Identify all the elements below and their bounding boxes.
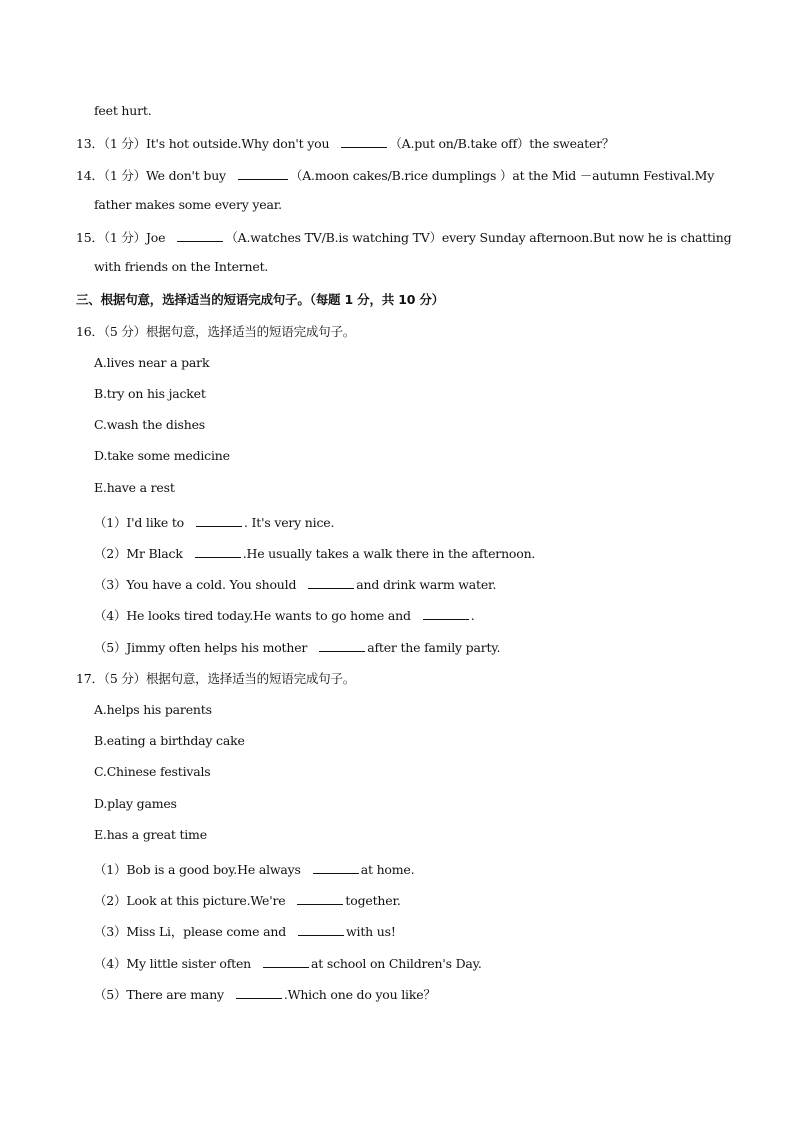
item-text: at home.	[360, 862, 415, 877]
answer-blank[interactable]	[423, 607, 469, 620]
question-17-item-4	[94, 954, 482, 972]
item-text: （5）Jimmy often helps his mother	[94, 640, 308, 655]
text-line: with friends on the Internet.	[94, 259, 269, 274]
question-text: 15．（1 分）Joe	[76, 230, 166, 245]
answer-blank[interactable]	[177, 229, 223, 242]
text-line: feet hurt.	[94, 103, 152, 118]
question-17-title: 17．（5 分）根据句意，选择适当的短语完成句子。	[76, 671, 356, 686]
item-text: （5）There are many	[94, 987, 224, 1002]
item-text: （1）I'd like to	[94, 515, 184, 530]
answer-blank[interactable]	[196, 514, 242, 527]
question-text: 13．（1 分）It's hot outside.Why don't you	[76, 136, 330, 151]
item-text: with us!	[346, 924, 396, 939]
option-b: B.eating a birthday cake	[94, 733, 245, 748]
question-14	[76, 166, 714, 184]
option-b: B.try on his jacket	[94, 386, 206, 401]
question-16-item-1	[94, 513, 334, 531]
question-15	[76, 228, 731, 246]
answer-blank[interactable]	[195, 545, 241, 558]
option-c: C.wash the dishes	[94, 417, 206, 432]
question-17-item-2	[94, 891, 401, 909]
item-text: （3）Miss Li，please come and	[94, 924, 287, 939]
item-text: and drink warm water.	[356, 577, 497, 592]
question-13	[76, 134, 614, 152]
question-16-title: 16．（5 分）根据句意，选择适当的短语完成句子。	[76, 324, 356, 339]
question-16-item-4	[94, 606, 475, 624]
item-text: .	[470, 608, 475, 623]
answer-blank[interactable]	[263, 955, 309, 968]
question-16-item-5	[94, 638, 500, 656]
question-16-item-2	[94, 544, 535, 562]
answer-blank[interactable]	[308, 576, 354, 589]
section-heading: 三、根据句意，选择适当的短语完成句子。（每题 1 分，共 10 分）	[76, 292, 444, 307]
item-text: （2）Mr Black	[94, 546, 183, 561]
question-text: （A.moon cakes/B.rice dumplings ）at the Mid －autumn Festival.My	[289, 168, 715, 183]
option-e: E.have a rest	[94, 480, 175, 495]
answer-blank[interactable]	[297, 892, 343, 905]
item-text: .He usually takes a walk there in the afternoon.	[242, 546, 536, 561]
item-text: .Which one do you like？	[283, 987, 436, 1002]
text-line: father makes some every year.	[94, 197, 282, 212]
answer-blank[interactable]	[238, 167, 288, 180]
item-text: together.	[345, 893, 401, 908]
question-16-item-3	[94, 575, 496, 593]
item-text: （4）He looks tired today.He wants to go home and	[94, 608, 411, 623]
item-text: . It's very nice.	[244, 515, 335, 530]
question-text: 14．（1 分）We don't buy	[76, 168, 226, 183]
option-e: E.has a great time	[94, 827, 207, 842]
option-d: D.take some medicine	[94, 448, 230, 463]
option-c: C.Chinese festivals	[94, 764, 211, 779]
item-text: （4）My little sister often	[94, 956, 252, 971]
answer-blank[interactable]	[319, 639, 365, 652]
item-text: at school on Children's Day.	[311, 956, 482, 971]
option-a: A.helps his parents	[94, 702, 212, 717]
item-text: after the family party.	[367, 640, 501, 655]
item-text: （2）Look at this picture.We're	[94, 893, 286, 908]
option-a: A.lives near a park	[94, 355, 210, 370]
item-text: （3）You have a cold. You should	[94, 577, 297, 592]
answer-blank[interactable]	[341, 135, 387, 148]
question-17-item-3	[94, 922, 396, 940]
option-d: D.play games	[94, 796, 177, 811]
answer-blank[interactable]	[313, 861, 359, 874]
question-text: （A.put on/B.take off）the sweater？	[389, 136, 615, 151]
question-17-item-5	[94, 985, 436, 1003]
answer-blank[interactable]	[236, 986, 282, 999]
question-17-item-1	[94, 860, 414, 878]
answer-blank[interactable]	[298, 923, 344, 936]
question-text: （A.watches TV/B.is watching TV）every Sunday afternoon.But now he is chatting	[225, 230, 732, 245]
item-text: （1）Bob is a good boy.He always	[94, 862, 301, 877]
